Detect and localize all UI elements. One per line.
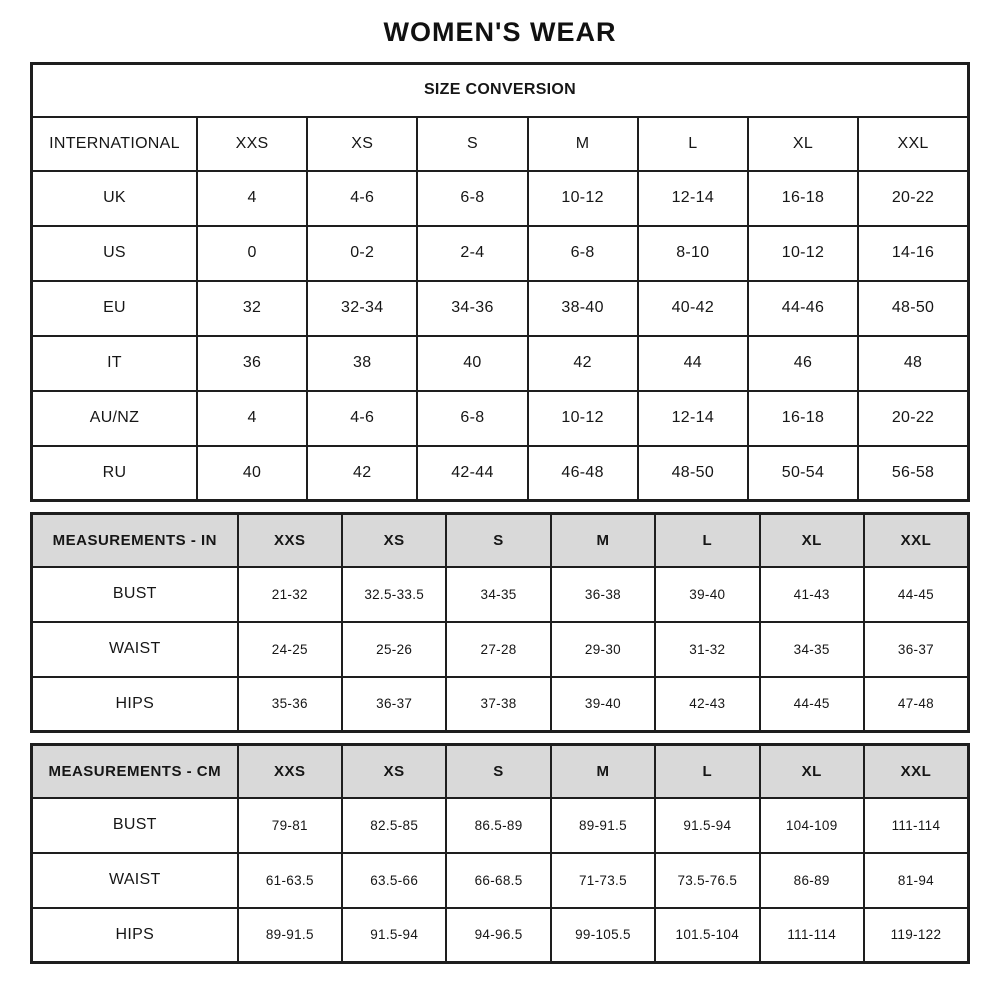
value-cell: 44-45: [864, 567, 969, 622]
value-cell: 4-6: [307, 171, 417, 226]
column-header-xxs: XXS: [238, 745, 342, 798]
value-cell: 16-18: [748, 171, 858, 226]
value-cell: 119-122: [864, 908, 969, 963]
value-cell: 104-109: [760, 798, 864, 853]
value-cell: 42-44: [417, 446, 527, 501]
column-header-s: S: [417, 117, 527, 171]
value-cell: 10-12: [528, 391, 638, 446]
value-cell: 47-48: [864, 677, 969, 732]
column-header-xxl: XXL: [864, 514, 969, 567]
value-cell: 36: [197, 336, 307, 391]
value-cell: 63.5-66: [342, 853, 446, 908]
row-label: EU: [32, 281, 197, 336]
measurements-cm-table: [30, 743, 970, 964]
value-cell: 61-63.5: [238, 853, 342, 908]
column-header-m: M: [528, 117, 638, 171]
value-cell: 12-14: [638, 391, 748, 446]
value-cell: 66-68.5: [446, 853, 550, 908]
row-label: BUST: [32, 567, 238, 622]
value-cell: 6-8: [417, 391, 527, 446]
value-cell: 36-38: [551, 567, 655, 622]
column-header-m: M: [551, 745, 655, 798]
column-header-xxl: XXL: [858, 117, 968, 171]
table-row: [32, 622, 969, 677]
column-header-l: L: [655, 745, 759, 798]
column-header-m: M: [551, 514, 655, 567]
value-cell: 39-40: [655, 567, 759, 622]
first-column-header: MEASUREMENTS - CM: [32, 745, 238, 798]
value-cell: 111-114: [760, 908, 864, 963]
value-cell: 44-46: [748, 281, 858, 336]
value-cell: 34-35: [760, 622, 864, 677]
measurements-in-table: [30, 512, 970, 733]
value-cell: 42-43: [655, 677, 759, 732]
value-cell: 14-16: [858, 226, 968, 281]
table-row: [32, 336, 969, 391]
value-cell: 27-28: [446, 622, 550, 677]
value-cell: 42: [307, 446, 417, 501]
value-cell: 89-91.5: [551, 798, 655, 853]
table-row: [32, 853, 969, 908]
column-header-xxs: XXS: [238, 514, 342, 567]
value-cell: 6-8: [417, 171, 527, 226]
table-row: [32, 281, 969, 336]
value-cell: 34-36: [417, 281, 527, 336]
column-header-s: S: [446, 745, 550, 798]
value-cell: 20-22: [858, 171, 968, 226]
value-cell: 42: [528, 336, 638, 391]
value-cell: 32-34: [307, 281, 417, 336]
table-row: [32, 117, 969, 171]
value-cell: 71-73.5: [551, 853, 655, 908]
column-header-xl: XL: [748, 117, 858, 171]
value-cell: 32.5-33.5: [342, 567, 446, 622]
value-cell: 48-50: [638, 446, 748, 501]
value-cell: 48-50: [858, 281, 968, 336]
value-cell: 6-8: [528, 226, 638, 281]
value-cell: 38-40: [528, 281, 638, 336]
value-cell: 73.5-76.5: [655, 853, 759, 908]
table-row: [32, 745, 969, 798]
column-header-xs: XS: [342, 514, 446, 567]
size-conversion-table: [30, 62, 970, 502]
value-cell: 39-40: [551, 677, 655, 732]
column-header-s: S: [446, 514, 550, 567]
table-row: [32, 171, 969, 226]
row-label: BUST: [32, 798, 238, 853]
value-cell: 86-89: [760, 853, 864, 908]
column-header-xl: XL: [760, 745, 864, 798]
value-cell: 44: [638, 336, 748, 391]
value-cell: 35-36: [238, 677, 342, 732]
value-cell: 79-81: [238, 798, 342, 853]
value-cell: 0: [197, 226, 307, 281]
row-label: WAIST: [32, 853, 238, 908]
value-cell: 8-10: [638, 226, 748, 281]
value-cell: 46-48: [528, 446, 638, 501]
value-cell: 37-38: [446, 677, 550, 732]
value-cell: 16-18: [748, 391, 858, 446]
row-label: AU/NZ: [32, 391, 197, 446]
value-cell: 10-12: [748, 226, 858, 281]
value-cell: 81-94: [864, 853, 969, 908]
value-cell: 4: [197, 171, 307, 226]
column-header-l: L: [655, 514, 759, 567]
table-row: [32, 567, 969, 622]
column-header-xxs: XXS: [197, 117, 307, 171]
value-cell: 50-54: [748, 446, 858, 501]
column-header-xs: XS: [342, 745, 446, 798]
column-header-l: L: [638, 117, 748, 171]
value-cell: 4: [197, 391, 307, 446]
value-cell: 25-26: [342, 622, 446, 677]
value-cell: 10-12: [528, 171, 638, 226]
value-cell: 31-32: [655, 622, 759, 677]
value-cell: 24-25: [238, 622, 342, 677]
table-row: [32, 226, 969, 281]
table-row: [32, 64, 969, 117]
row-label: UK: [32, 171, 197, 226]
value-cell: 44-45: [760, 677, 864, 732]
row-label: HIPS: [32, 908, 238, 963]
value-cell: 4-6: [307, 391, 417, 446]
value-cell: 48: [858, 336, 968, 391]
first-column-header: INTERNATIONAL: [32, 117, 197, 171]
value-cell: 12-14: [638, 171, 748, 226]
value-cell: 21-32: [238, 567, 342, 622]
value-cell: 0-2: [307, 226, 417, 281]
value-cell: 40-42: [638, 281, 748, 336]
value-cell: 41-43: [760, 567, 864, 622]
value-cell: 20-22: [858, 391, 968, 446]
value-cell: 86.5-89: [446, 798, 550, 853]
row-label: US: [32, 226, 197, 281]
row-label: HIPS: [32, 677, 238, 732]
value-cell: 29-30: [551, 622, 655, 677]
column-header-xl: XL: [760, 514, 864, 567]
value-cell: 34-35: [446, 567, 550, 622]
table-row: [32, 798, 969, 853]
table-row: [32, 446, 969, 501]
value-cell: 32: [197, 281, 307, 336]
value-cell: 111-114: [864, 798, 969, 853]
value-cell: 99-105.5: [551, 908, 655, 963]
value-cell: 38: [307, 336, 417, 391]
value-cell: 82.5-85: [342, 798, 446, 853]
column-header-xs: XS: [307, 117, 417, 171]
value-cell: 46: [748, 336, 858, 391]
value-cell: 91.5-94: [342, 908, 446, 963]
table-row: [32, 677, 969, 732]
value-cell: 101.5-104: [655, 908, 759, 963]
value-cell: 94-96.5: [446, 908, 550, 963]
table-caption: SIZE CONVERSION: [32, 64, 969, 117]
table-row: [32, 908, 969, 963]
value-cell: 36-37: [342, 677, 446, 732]
table-row: [32, 514, 969, 567]
row-label: IT: [32, 336, 197, 391]
value-cell: 2-4: [417, 226, 527, 281]
column-header-xxl: XXL: [864, 745, 969, 798]
value-cell: 56-58: [858, 446, 968, 501]
value-cell: 36-37: [864, 622, 969, 677]
value-cell: 89-91.5: [238, 908, 342, 963]
row-label: WAIST: [32, 622, 238, 677]
value-cell: 91.5-94: [655, 798, 759, 853]
value-cell: 40: [197, 446, 307, 501]
value-cell: 40: [417, 336, 527, 391]
table-row: [32, 391, 969, 446]
row-label: RU: [32, 446, 197, 501]
first-column-header: MEASUREMENTS - IN: [32, 514, 238, 567]
page-title: WOMEN'S WEAR: [383, 17, 617, 47]
